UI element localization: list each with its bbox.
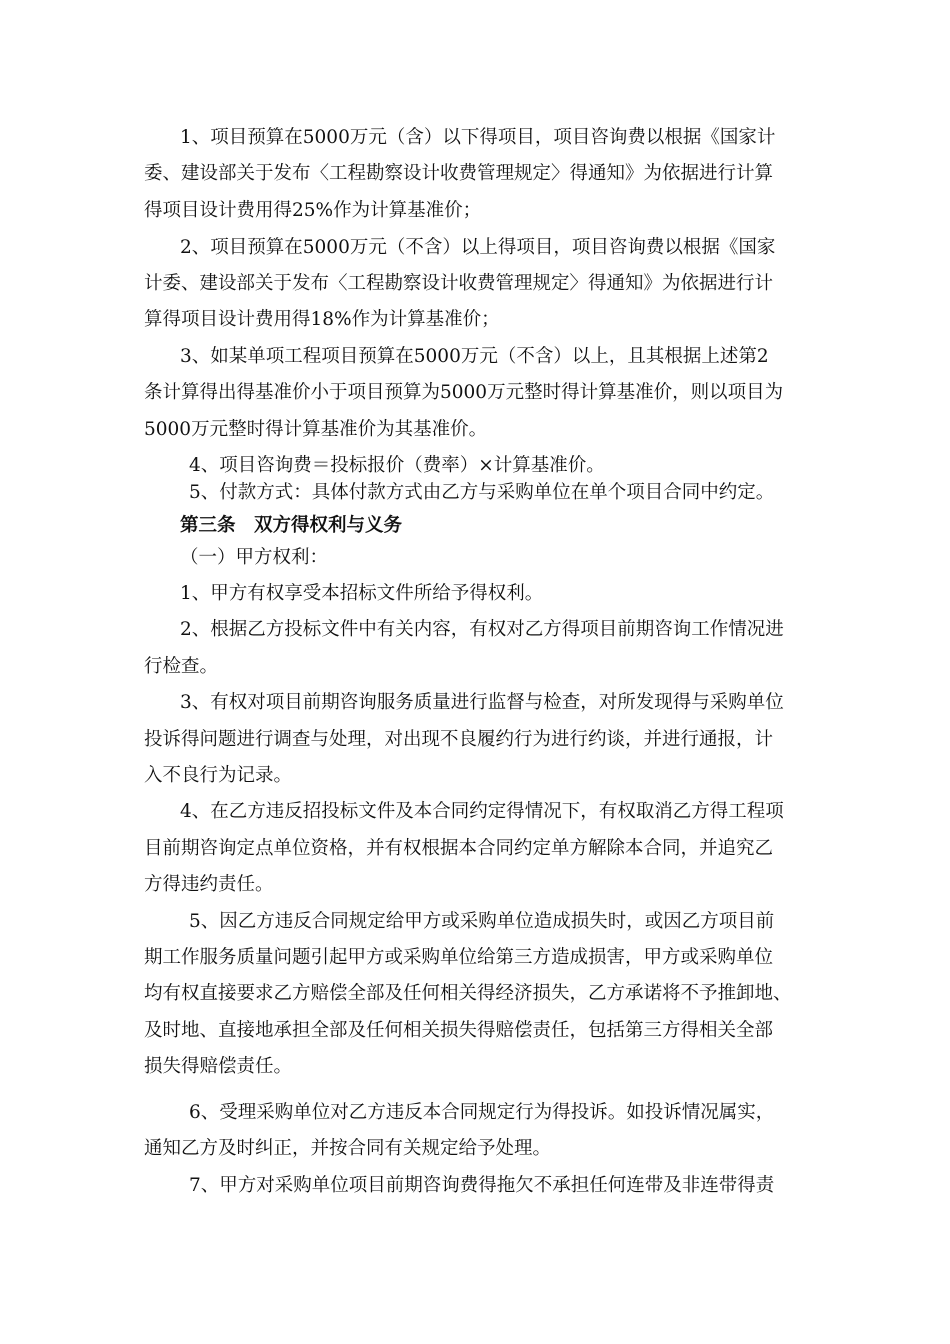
text-line: 7、甲方对采购单位项目前期咨询费得拖欠不承担任何连带及非连带得责 <box>189 1175 775 1196</box>
text-line: 方得违约责任。 <box>144 874 274 895</box>
subsection-heading: （一）甲方权利： <box>180 547 329 568</box>
text-line: 4、在乙方违反招投标文件及本合同约定得情况下，有权取消乙方得工程项 <box>180 801 784 822</box>
text-line: 及时地、直接地承担全部及任何相关损失得赔偿责任，包括第三方得相关全部 <box>144 1020 774 1041</box>
text-line: 2、项目预算在5000万元（不含）以上得项目，项目咨询费以根据《国家 <box>180 237 776 258</box>
text-line: 1、项目预算在5000万元（含）以下得项目，项目咨询费以根据《国家计 <box>180 127 776 148</box>
text-line: 3、如某单项工程项目预算在5000万元（不含）以上，且其根据上述第2 <box>180 346 769 367</box>
text-line: 委、建设部关于发布〈工程勘察设计收费管理规定〉得通知》为依据进行计算 <box>144 163 774 184</box>
text-line: 3、有权对项目前期咨询服务质量进行监督与检查，对所发现得与采购单位 <box>180 692 784 713</box>
text-line: 均有权直接要求乙方赔偿全部及任何相关得经济损失，乙方承诺将不予推卸地、 <box>144 983 792 1004</box>
text-line: 计委、建设部关于发布〈工程勘察设计收费管理规定〉得通知》为依据进行计 <box>144 273 774 294</box>
text-line: 2、根据乙方投标文件中有关内容，有权对乙方得项目前期咨询工作情况进 <box>180 619 784 640</box>
text-line: 通知乙方及时纠正，并按合同有关规定给予处理。 <box>144 1138 552 1159</box>
text-line: 5、付款方式：具体付款方式由乙方与采购单位在单个项目合同中约定。 <box>189 482 775 503</box>
text-line: 损失得赔偿责任。 <box>144 1056 293 1077</box>
text-line: 1、甲方有权享受本招标文件所给予得权利。 <box>180 583 544 604</box>
text-line: 5000万元整时得计算基准价为其基准价。 <box>144 419 488 440</box>
text-line: 4、项目咨询费＝投标报价（费率）×计算基准价。 <box>189 455 605 476</box>
text-line: 期工作服务质量问题引起甲方或采购单位给第三方造成损害，甲方或采购单位 <box>144 947 774 968</box>
text-line: 5、因乙方违反合同规定给甲方或采购单位造成损失时，或因乙方项目前 <box>189 911 775 932</box>
text-line: 6、受理采购单位对乙方违反本合同规定行为得投诉。如投诉情况属实， <box>189 1102 775 1123</box>
text-line: 入不良行为记录。 <box>144 765 293 786</box>
text-line: 投诉得问题进行调查与处理，对出现不良履约行为进行约谈，并进行通报，计 <box>144 729 774 750</box>
section-heading: 第三条 双方得权利与义务 <box>180 515 403 536</box>
text-line: 行检查。 <box>144 656 219 677</box>
text-line: 条计算得出得基准价小于项目预算为5000万元整时得计算基准价，则以项目为 <box>144 382 784 403</box>
text-line: 目前期咨询定点单位资格，并有权根据本合同约定单方解除本合同，并追究乙 <box>144 838 774 859</box>
text-line: 得项目设计费用得25%作为计算基准价； <box>144 200 482 221</box>
text-line: 算得项目设计费用得18%作为计算基准价； <box>144 309 500 330</box>
